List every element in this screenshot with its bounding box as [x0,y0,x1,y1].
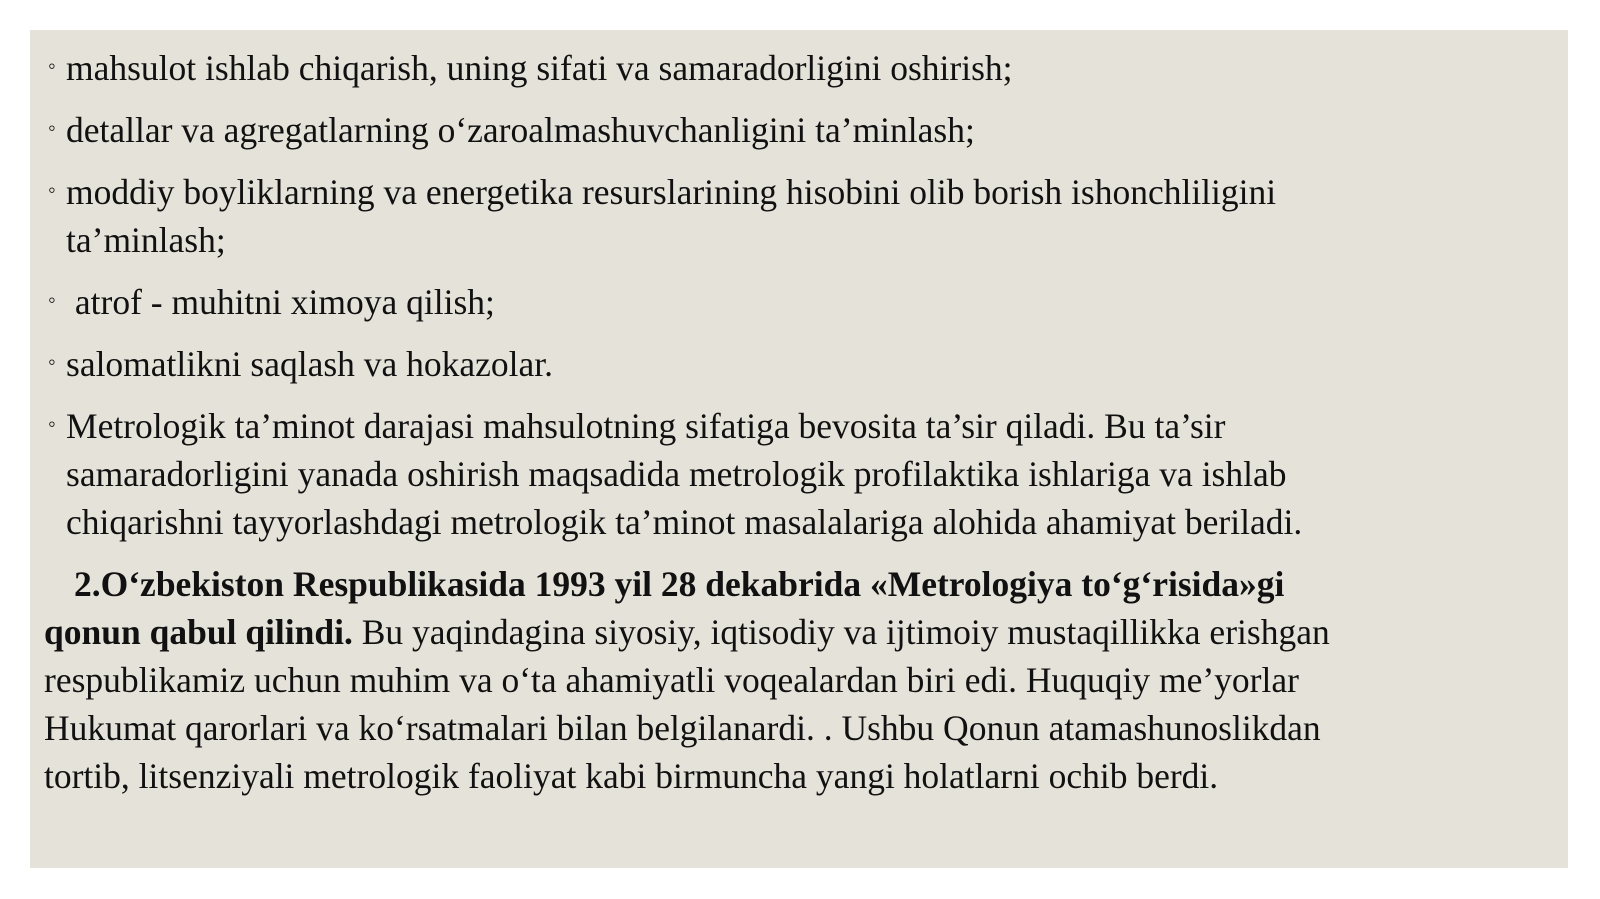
bullet-circle-icon: ◦ [48,177,56,202]
bullet-circle-icon: ◦ [48,349,56,374]
bullet-circle-icon: ◦ [48,411,56,436]
bullet-item [44,402,1544,546]
paragraph-text: respublikamiz uchun muhim va o‘ta ahamiyatli voqealardan biri edi. Huquqiy me’yorlar [44,660,1299,700]
bullet-line: mahsulot ishlab chiqarish, uning sifati va samaradorligini oshirish; [66,48,1013,88]
bullet-line: atrof - muhitni ximoya qilish; [66,282,495,322]
bullet-item [44,106,1544,154]
paragraph-text: Hukumat qarorlari va ko‘rsatmalari bilan belgilanardi. . Ushbu Qonun atamashunoslikdan [44,708,1321,748]
bullet-text [66,168,1544,264]
bullet-line: ta’minlash; [66,220,226,260]
bullet-item [44,168,1544,264]
bullet-line: Metrologik ta’minot darajasi mahsulotning sifatiga bevosita ta’sir qiladi. Bu ta’sir [66,406,1226,446]
paragraph-text: tortib, litsenziyali metrologik faoliyat kabi birmuncha yangi holatlarni ochib berdi. [44,756,1219,796]
bullet-line: salomatlikni saqlash va hokazolar. [66,344,554,384]
bullet-item [44,340,1544,388]
bullet-item [44,278,1544,326]
paragraph-text: Bu yaqindagina siyosiy, iqtisodiy va ijtimoiy mustaqillikka erishgan [352,612,1330,652]
bullet-text [66,278,1544,326]
bullet-text [66,106,1544,154]
paragraph-heading-bold-cont: qonun qabul qilindi. [44,612,353,652]
paragraph-heading-bold: 2.O‘zbekiston Respublikasida 1993 yil 28 dekabrida «Metrologiya to‘g‘risida»gi [74,564,1285,604]
law-paragraph [44,560,1499,800]
bullet-circle-icon: ◦ [48,53,56,78]
bullet-line: detallar va agregatlarning o‘zaroalmashuvchanligini ta’minlash; [66,110,975,150]
bullet-line: moddiy boyliklarning va energetika resurslarining hisobini olib borish ishonchliligini [66,172,1277,212]
bullet-line: chiqarishni tayyorlashdagi metrologik ta’minot masalalariga alohida ahamiyat beriladi. [66,502,1303,542]
bullet-circle-icon: ◦ [48,287,56,312]
bullet-circle-icon: ◦ [48,115,56,140]
bullet-text [66,340,1544,388]
slide-content [44,44,1544,800]
bullet-text [66,44,1544,92]
bullet-text [66,402,1544,546]
bullet-item [44,44,1544,92]
bullet-line: samaradorligini yanada oshirish maqsadida metrologik profilaktika ishlariga va ishlab [66,454,1287,494]
slide [30,30,1568,868]
